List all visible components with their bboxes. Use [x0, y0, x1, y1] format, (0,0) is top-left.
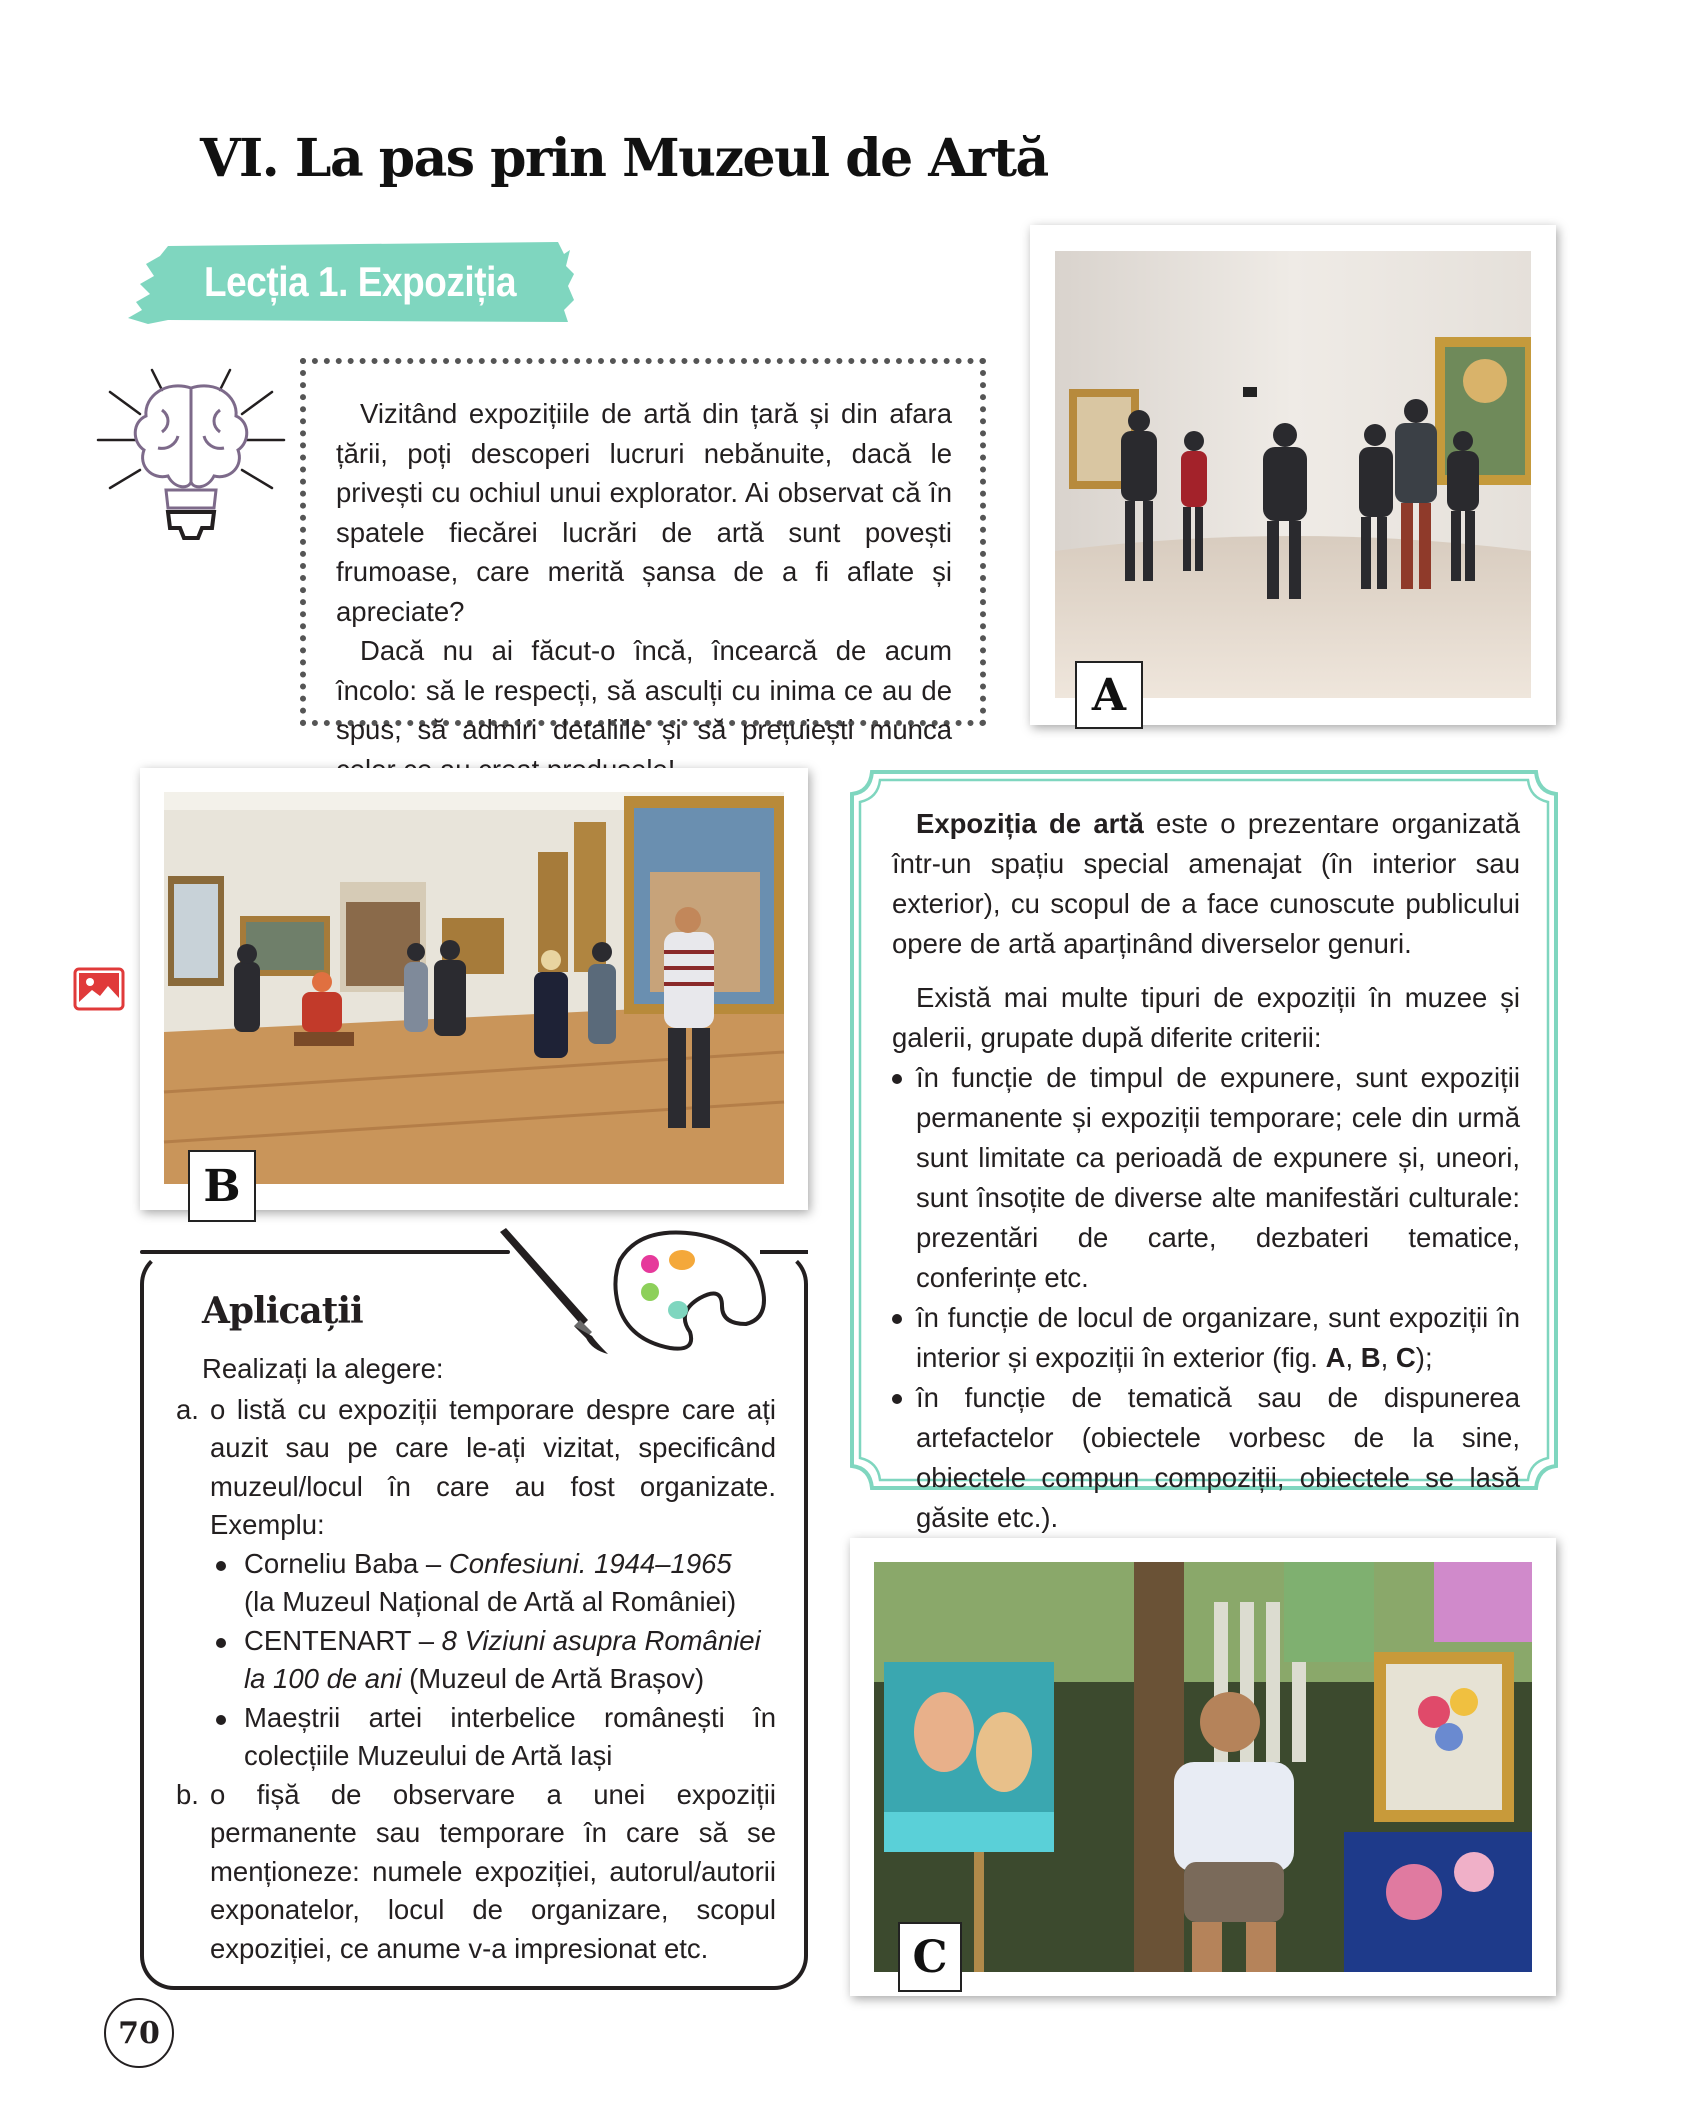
item-text: o listă cu expoziții temporare despre care ați auzit sau pe care le-ați vizitat, specificând muzeul/locul în care au fost organizate. Exemplu: — [210, 1393, 776, 1540]
application-item-a — [176, 1391, 776, 1776]
applications-box-top-border — [140, 1250, 510, 1254]
fig-ref-a: A — [1325, 1342, 1346, 1373]
figure-label-b: B — [188, 1150, 256, 1222]
applications-body — [176, 1350, 776, 1968]
brain-idea-icon — [96, 370, 286, 560]
photo-b-painting-hall — [164, 792, 784, 1212]
fig-ref-b: B — [1360, 1342, 1381, 1373]
photo-b-frame — [140, 768, 808, 1210]
photo-c-outdoor-exhibition — [874, 1562, 1532, 1983]
definition-rest: este o prezentare organizată într-un spațiu special amenajat (în interior sau exterior), cu scopul de a face cunoscute publicului opere de artă aparținând diverselor genuri. — [892, 808, 1520, 959]
example-item: CENTENART – 8 Viziuni asupra României la 100 de ani (Muzeul de Artă Brașov) — [214, 1622, 776, 1699]
paintbrush-palette-icon — [500, 1220, 770, 1370]
applications-title: Aplicații — [202, 1290, 363, 1332]
example-item: Corneliu Baba – Confesiuni. 1944–1965 (la Muzeul Național de Artă al României) — [214, 1545, 776, 1622]
types-intro: Există mai multe tipuri de expoziții în muzee și galerii, grupate după diferite criterii: — [892, 982, 1520, 1053]
photo-c-frame — [850, 1538, 1556, 1996]
types-list-item: în funcție de tematică sau de dispunerea artefactelor (obiectele vorbesc de la sine, obiectele compun compoziții, obiectele se lasă găsite etc.). — [892, 1378, 1520, 1538]
definition-box — [848, 768, 1560, 1533]
lesson-banner — [128, 240, 576, 326]
chapter-title: VI. La pas prin Muzeul de Artă — [200, 128, 1048, 189]
item-marker: b. — [176, 1778, 199, 1810]
intro-paragraph: Dacă nu ai făcut-o încă, încearcă de acum încolo: să le respecți, să asculți cu inima ce au de spus, să admiri detaliile și să prețuiești munca — [336, 635, 952, 745]
types-list — [892, 1058, 1520, 1538]
definition-text — [892, 804, 1520, 1538]
intro-text-box — [300, 358, 986, 745]
figure-label-a: A — [1075, 661, 1143, 729]
figure-label-c: C — [898, 1922, 962, 1992]
example-item: Maeștrii artei interbelice românești în colecțiile Muzeului de Artă Iași — [214, 1699, 776, 1776]
image-gallery-icon[interactable] — [74, 968, 124, 1010]
photo-a-frame — [1030, 225, 1556, 725]
definition-term: Expoziția de artă — [916, 808, 1144, 839]
definition-paragraph — [892, 804, 1520, 964]
examples-list — [210, 1545, 776, 1776]
fig-ref-c: C — [1395, 1342, 1416, 1373]
lesson-title: Lecția 1. Expoziția — [204, 258, 517, 305]
types-list-item: în funcție de timpul de expunere, sunt expoziții permanente și expoziții temporare; cele din urmă sunt limitate ca perioadă de expunere și, uneori, sunt însoțite de diverse alte manifestări culturale: prezentări de carte, dezbateri tematice, conferințe etc. — [892, 1058, 1520, 1298]
applications-intro: Realizați la alegere: — [202, 1353, 444, 1384]
photo-a-museum-gallery — [1055, 251, 1531, 721]
types-list-item: în funcție de locul de organizare, sunt expoziții în interior și expoziții în exterior (fig. A, B, C); — [892, 1298, 1520, 1378]
application-item-b — [176, 1776, 776, 1969]
item-marker: a. — [176, 1393, 199, 1425]
intro-paragraph: Vizitând expozițiile de artă din țară și din afara țării, poți descoperi lucruri nebănuite, dacă le privești cu ochiul unui explorator. Ai observat că în spatele fiecărei lucrări de artă sunt povești frumoase, care merită șansa de a fi aflate și apreciate? — [336, 398, 952, 627]
item-text: o fișă de observare a unei expoziții permanente sau temporare în care să se menționeze: numele expoziției, autorul/autorii exponatelor, locul de organizare, scopul expoziției, ce anume v-a impresionat etc. — [210, 1778, 776, 1964]
page-number: 70 — [104, 1998, 174, 2068]
